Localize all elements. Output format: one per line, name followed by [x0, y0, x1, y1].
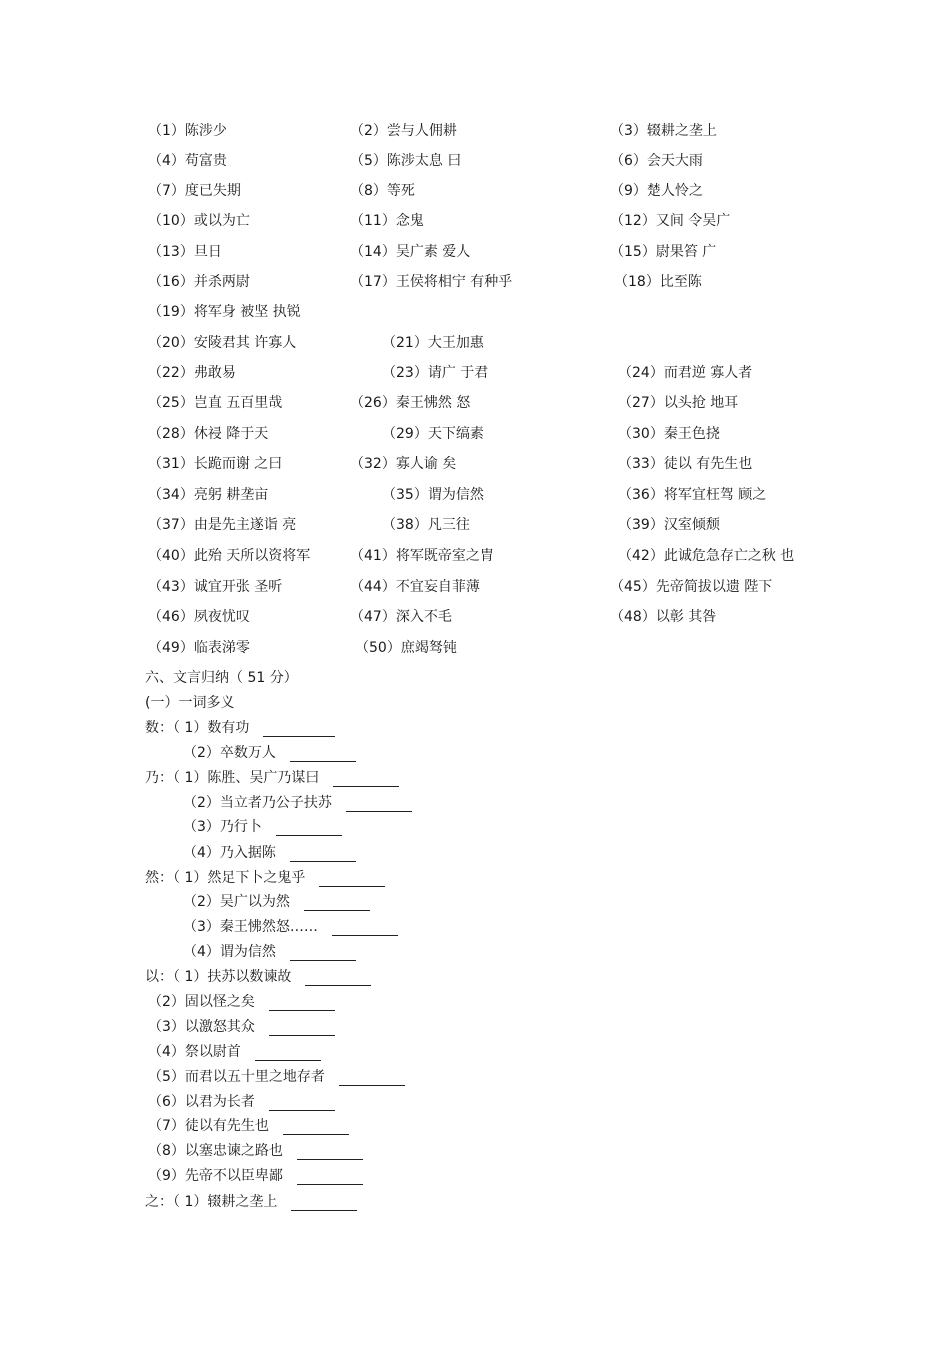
item-47: （47）深入不毛: [350, 609, 452, 625]
item-29: （29）天下缟素: [382, 426, 484, 442]
item-25: （25）岂直 五百里哉: [148, 395, 283, 411]
item-20: （20）安陵君其 许寡人: [148, 335, 297, 351]
item-4: （4）苟富贵: [148, 153, 227, 169]
yi-line-1-text: 以：（ 1）扶苏以数谏故: [145, 969, 292, 985]
item-16: （16）并杀两尉: [148, 274, 250, 290]
nai-line-2: [183, 794, 412, 812]
item-22: （22）弗敢易: [148, 365, 236, 381]
yi-line-5-text: （5）而君以五十里之地存者: [148, 1069, 325, 1085]
shu-line-1: [145, 719, 335, 737]
answer-blank[interactable]: [297, 1145, 363, 1160]
nai-line-3-text: （3）乃行卜: [183, 819, 262, 835]
item-44: （44）不宜妄自菲薄: [350, 579, 480, 595]
ran-line-4: [183, 943, 356, 961]
item-26: （26）秦王怫然 怒: [350, 395, 471, 411]
yi-line-6: [148, 1093, 335, 1111]
answer-blank[interactable]: [346, 797, 412, 812]
item-46: （46）夙夜忧叹: [148, 609, 250, 625]
ran-line-3: [183, 918, 398, 936]
item-15: （15）尉果笞 广: [610, 244, 717, 260]
yi-line-3: [148, 1018, 335, 1036]
nai-line-1: [145, 769, 399, 787]
yi-line-9-text: （9）先帝不以臣卑鄙: [148, 1168, 283, 1184]
item-1: （1）陈涉少: [148, 123, 227, 139]
yi-line-5: [148, 1068, 405, 1086]
yi-line-7-text: （7）徒以有先生也: [148, 1118, 269, 1134]
nai-line-4-text: （4）乃入据陈: [183, 845, 276, 861]
shu-line-2-text: （2）卒数万人: [183, 745, 276, 761]
yi-line-4-text: （4）祭以尉首: [148, 1044, 241, 1060]
ran-line-2: [183, 893, 370, 911]
answer-blank[interactable]: [255, 1046, 321, 1061]
item-45: （45）先帝简拔以遗 陛下: [610, 579, 773, 595]
answer-blank[interactable]: [332, 921, 398, 936]
answer-blank[interactable]: [283, 1120, 349, 1135]
item-21: （21）大王加惠: [382, 335, 484, 351]
answer-blank[interactable]: [263, 722, 335, 737]
nai-line-3: [183, 818, 342, 836]
item-34: （34）亮躬 耕垄亩: [148, 487, 269, 503]
shu-line-1-text: 数：（ 1）数有功: [145, 720, 250, 736]
yi-line-9: [148, 1167, 363, 1185]
item-49: （49）临表涕零: [148, 640, 250, 656]
yi-line-2: [148, 993, 335, 1011]
answer-blank[interactable]: [269, 996, 335, 1011]
item-23: （23）请广 于君: [382, 365, 489, 381]
item-5: （5）陈涉太息 曰: [350, 153, 462, 169]
item-48: （48）以彰 其咎: [610, 609, 717, 625]
item-17: （17）王侯将相宁 有种乎: [350, 274, 513, 290]
item-35: （35）谓为信然: [382, 487, 484, 503]
answer-blank[interactable]: [276, 821, 342, 836]
yi-line-3-text: （3）以激怒其众: [148, 1019, 255, 1035]
item-31: （31）长跪而谢 之曰: [148, 456, 283, 472]
item-7: （7）度已失期: [148, 183, 241, 199]
item-3: （3）辍耕之垄上: [610, 123, 717, 139]
yi-line-7: [148, 1117, 349, 1135]
item-24: （24）而君逆 寡人者: [618, 365, 753, 381]
item-12: （12）又间 令吴广: [610, 213, 731, 229]
answer-blank[interactable]: [339, 1071, 405, 1086]
item-13: （13）旦日: [148, 244, 222, 260]
ran-line-3-text: （3）秦王怫然怒……: [183, 919, 318, 935]
nai-line-2-text: （2）当立者乃公子扶苏: [183, 795, 332, 811]
yi-line-8: [148, 1142, 363, 1160]
item-38: （38）凡三往: [382, 517, 470, 533]
item-27: （27）以头抢 地耳: [618, 395, 739, 411]
item-28: （28）休祲 降于天: [148, 426, 269, 442]
item-42: （42）此诚危急存亡之秋 也: [618, 548, 795, 564]
shu-line-2: [183, 744, 356, 762]
answer-blank[interactable]: [297, 1170, 363, 1185]
ran-line-1-text: 然：（ 1）然足下卜之鬼乎: [145, 870, 306, 886]
answer-blank[interactable]: [333, 772, 399, 787]
answer-blank[interactable]: [304, 896, 370, 911]
item-6: （6）会天大雨: [610, 153, 703, 169]
yi-line-4: [148, 1043, 321, 1061]
ran-line-4-text: （4）谓为信然: [183, 944, 276, 960]
yi-line-2-text: （2）固以怪之矣: [148, 994, 255, 1010]
answer-blank[interactable]: [290, 747, 356, 762]
ran-line-1: [145, 869, 385, 887]
item-18: （18）比至陈: [614, 274, 702, 290]
item-14: （14）吴广素 爱人: [350, 244, 471, 260]
item-32: （32）寡人谕 矣: [350, 456, 457, 472]
zhi-line-1-text: 之：（ 1）辍耕之垄上: [145, 1194, 278, 1210]
yi-line-6-text: （6）以君为长者: [148, 1094, 255, 1110]
item-10: （10）或以为亡: [148, 213, 250, 229]
answer-blank[interactable]: [290, 946, 356, 961]
answer-blank[interactable]: [269, 1096, 335, 1111]
answer-blank[interactable]: [319, 872, 385, 887]
ran-line-2-text: （2）吴广以为然: [183, 894, 290, 910]
answer-blank[interactable]: [290, 847, 356, 862]
item-30: （30）秦王色挠: [618, 426, 720, 442]
subsection-title: (一）一词多义: [145, 695, 235, 711]
answer-blank[interactable]: [269, 1021, 335, 1036]
item-19: （19）将军身 被坚 执锐: [148, 304, 301, 320]
item-41: （41）将军既帝室之胄: [350, 548, 494, 564]
item-8: （8）等死: [350, 183, 415, 199]
zhi-line-1: [145, 1193, 357, 1211]
item-37: （37）由是先主遂诣 亮: [148, 517, 297, 533]
item-33: （33）徒以 有先生也: [618, 456, 753, 472]
section-title: 六、文言归纳（ 51 分）: [145, 670, 298, 686]
item-11: （11）念鬼: [350, 213, 424, 229]
nai-line-1-text: 乃：（ 1）陈胜、吴广乃谋曰: [145, 770, 320, 786]
item-36: （36）将军宜枉驾 顾之: [618, 487, 767, 503]
item-50: （50）庶竭驽钝: [355, 640, 457, 656]
item-43: （43）诚宜开张 圣听: [148, 579, 283, 595]
answer-blank[interactable]: [291, 1196, 357, 1211]
item-2: （2）尝与人佣耕: [350, 123, 457, 139]
item-9: （9）楚人怜之: [610, 183, 703, 199]
item-39: （39）汉室倾颓: [618, 517, 720, 533]
yi-line-8-text: （8）以塞忠谏之路也: [148, 1143, 283, 1159]
answer-blank[interactable]: [305, 971, 371, 986]
yi-line-1: [145, 968, 371, 986]
item-40: （40）此殆 天所以资将军: [148, 548, 311, 564]
nai-line-4: [183, 844, 356, 862]
